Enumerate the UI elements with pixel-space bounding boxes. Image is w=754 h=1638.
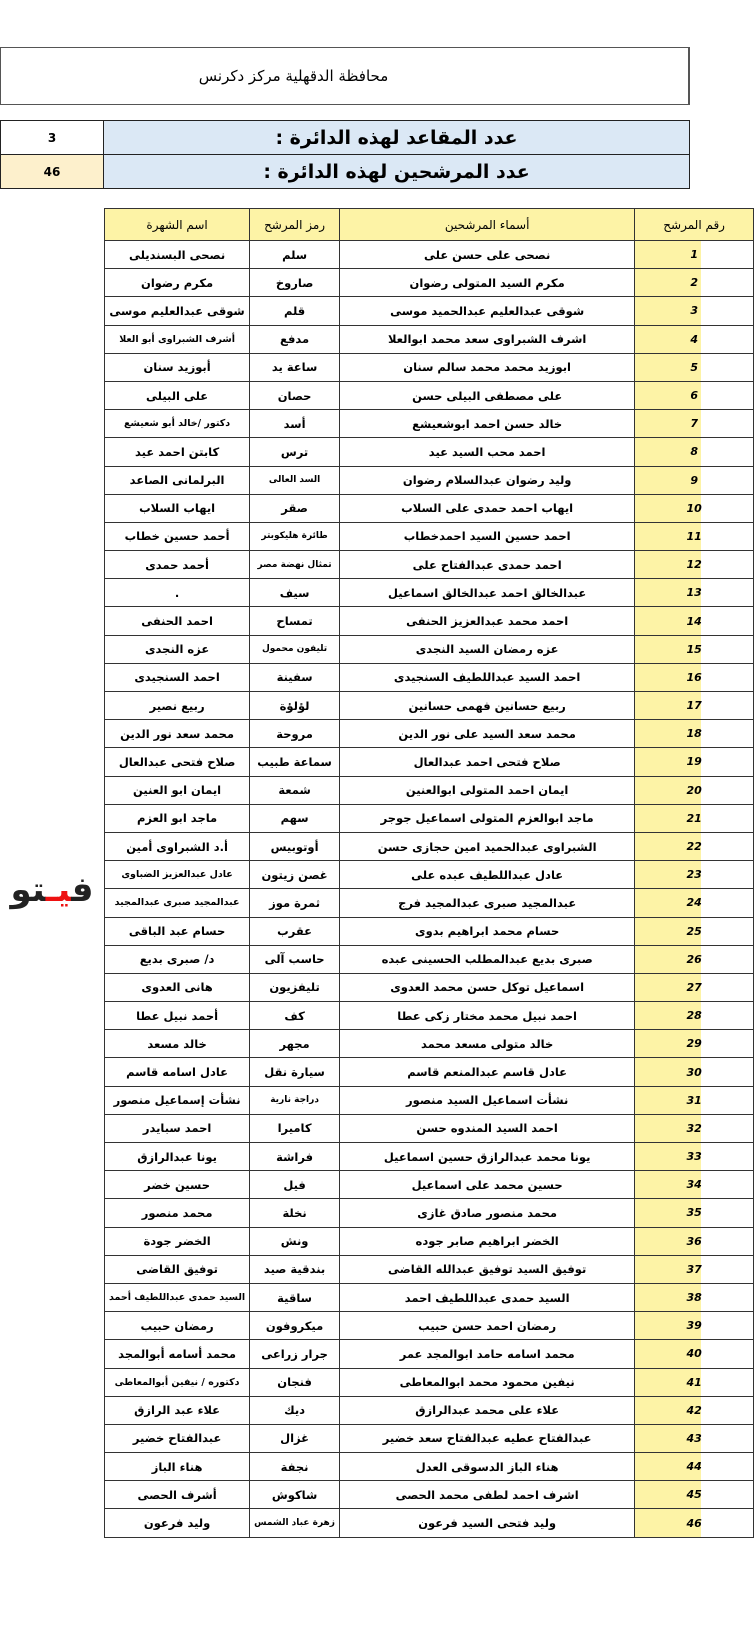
table-row xyxy=(105,410,754,438)
table-row xyxy=(105,832,754,860)
candidates-count-value: 46 xyxy=(1,155,104,188)
candidate-number: 28 xyxy=(635,1002,754,1030)
candidate-nickname: الخضر جودة xyxy=(105,1227,250,1255)
candidate-symbol: مجهر xyxy=(250,1030,340,1058)
candidate-number: 12 xyxy=(635,551,754,579)
candidate-symbol: نخلة xyxy=(250,1199,340,1227)
header-num: رقم المرشح xyxy=(635,209,754,241)
candidate-name: علاء على محمد عبدالرازق xyxy=(339,1396,634,1424)
candidate-name: حسين محمد على اسماعيل xyxy=(339,1171,634,1199)
candidate-nickname: نصحى البسنديلى xyxy=(105,241,250,269)
candidate-symbol: فنجان xyxy=(250,1368,340,1396)
candidate-nickname: عزه النجدى xyxy=(105,635,250,663)
candidate-number: 11 xyxy=(635,522,754,550)
seats-value: 3 xyxy=(1,121,104,154)
candidate-symbol: ساقية xyxy=(250,1283,340,1311)
candidate-number: 30 xyxy=(635,1058,754,1086)
table-row xyxy=(105,1086,754,1114)
candidate-symbol: ونش xyxy=(250,1227,340,1255)
candidate-name: احمد محمد عبدالعزيز الحنفى xyxy=(339,607,634,635)
candidate-nickname: مكرم رضوان xyxy=(105,269,250,297)
candidate-number: 15 xyxy=(635,635,754,663)
table-row xyxy=(105,241,754,269)
table-row xyxy=(105,381,754,409)
candidate-name: احمد حمدى عبدالفتاح على xyxy=(339,551,634,579)
table-row xyxy=(105,1396,754,1424)
candidate-nickname: عادل عبدالعزيز الضباوى xyxy=(105,861,250,889)
candidate-nickname: د/ صبرى بديع xyxy=(105,945,250,973)
table-row xyxy=(105,861,754,889)
candidate-number: 46 xyxy=(635,1509,754,1537)
table-row xyxy=(105,1340,754,1368)
table-row xyxy=(105,945,754,973)
candidate-nickname: احمد السنجيدى xyxy=(105,663,250,691)
candidate-number: 26 xyxy=(635,945,754,973)
candidate-nickname: شوقى عبدالعليم موسى xyxy=(105,297,250,325)
table-row xyxy=(105,917,754,945)
candidate-nickname: محمد منصور xyxy=(105,1199,250,1227)
candidate-number: 14 xyxy=(635,607,754,635)
candidate-nickname: خالد مسعد xyxy=(105,1030,250,1058)
candidate-symbol: صقر xyxy=(250,494,340,522)
candidate-nickname: ايهاب السلاب xyxy=(105,494,250,522)
candidate-name: مكرم السيد المتولى رضوان xyxy=(339,269,634,297)
table-row xyxy=(105,551,754,579)
candidate-nickname: دكتور /خالد أبو شعيشع xyxy=(105,410,250,438)
candidate-symbol: سفينة xyxy=(250,663,340,691)
header-name: أسماء المرشحين xyxy=(339,209,634,241)
candidate-symbol: مدفع xyxy=(250,325,340,353)
table-row xyxy=(105,353,754,381)
seats-row xyxy=(0,120,690,155)
table-row xyxy=(105,1143,754,1171)
candidate-nickname: ايمان ابو العنين xyxy=(105,776,250,804)
candidate-nickname: أحمد حسين خطاب xyxy=(105,522,250,550)
candidate-symbol: أوتوبيس xyxy=(250,832,340,860)
candidate-nickname: كابتن احمد عيد xyxy=(105,438,250,466)
candidate-name: نيفين محمود محمد ابوالمعاطى xyxy=(339,1368,634,1396)
candidate-symbol: قلم xyxy=(250,297,340,325)
table-row xyxy=(105,1453,754,1481)
candidate-nickname: أشرف الحصى xyxy=(105,1481,250,1509)
watermark-logo: فيـتو xyxy=(10,870,94,910)
candidate-name: ابوزيد محمد محمد سالم سنان xyxy=(339,353,634,381)
candidate-number: 5 xyxy=(635,353,754,381)
candidate-nickname: علاء عبد الرازق xyxy=(105,1396,250,1424)
candidate-nickname: محمد أسامه أبوالمجد xyxy=(105,1340,250,1368)
candidate-number: 13 xyxy=(635,579,754,607)
candidate-number: 10 xyxy=(635,494,754,522)
candidate-number: 38 xyxy=(635,1283,754,1311)
candidate-name: محمد سعد السيد على نور الدين xyxy=(339,720,634,748)
candidate-number: 20 xyxy=(635,776,754,804)
candidate-name: شوقى عبدالعليم عبدالحميد موسى xyxy=(339,297,634,325)
table-row xyxy=(105,1199,754,1227)
candidate-name: احمد حسين السيد احمدخطاب xyxy=(339,522,634,550)
candidate-symbol: شاكوش xyxy=(250,1481,340,1509)
candidate-number: 45 xyxy=(635,1481,754,1509)
candidate-nickname: ربيع نصير xyxy=(105,692,250,720)
candidate-nickname: دكتوره / نيفين أبوالمعاطى xyxy=(105,1368,250,1396)
candidate-nickname: رمضان حبيب xyxy=(105,1312,250,1340)
seats-label: عدد المقاعد لهذه الدائرة : xyxy=(104,121,689,154)
candidate-number: 31 xyxy=(635,1086,754,1114)
table-row xyxy=(105,720,754,748)
table-row xyxy=(105,663,754,691)
candidate-name: نشأت اسماعيل السيد منصور xyxy=(339,1086,634,1114)
candidate-name: اسماعيل توكل حسن محمد العدوى xyxy=(339,973,634,1001)
candidate-name: عبدالخالق احمد عبدالخالق اسماعيل xyxy=(339,579,634,607)
candidate-symbol: ثمرة موز xyxy=(250,889,340,917)
candidate-name: عزه رمضان السيد النجدى xyxy=(339,635,634,663)
candidate-number: 9 xyxy=(635,466,754,494)
candidate-nickname: حسام عبد الباقى xyxy=(105,917,250,945)
candidate-nickname: . xyxy=(105,579,250,607)
table-row xyxy=(105,1481,754,1509)
candidate-name: رمضان احمد حسن حبيب xyxy=(339,1312,634,1340)
header-empty-cell xyxy=(586,48,689,104)
candidate-number: 33 xyxy=(635,1143,754,1171)
candidate-number: 43 xyxy=(635,1424,754,1452)
candidate-name: توفيق السيد توفيق عبدالله القاضى xyxy=(339,1255,634,1283)
table-row xyxy=(105,889,754,917)
candidates-count-label: عدد المرشحين لهذه الدائرة : xyxy=(104,155,689,188)
candidate-name: ايمان احمد المتولى ابوالعنين xyxy=(339,776,634,804)
candidate-name: عادل قاسم عبدالمنعم قاسم xyxy=(339,1058,634,1086)
candidates-count-row xyxy=(0,154,690,189)
table-row xyxy=(105,1255,754,1283)
candidate-number: 22 xyxy=(635,832,754,860)
candidates-table xyxy=(104,208,754,1538)
page-title: محافظة الدقهلية مركز دكرنس xyxy=(198,67,389,85)
candidate-number: 29 xyxy=(635,1030,754,1058)
table-row xyxy=(105,522,754,550)
candidate-symbol: حاسب آلى xyxy=(250,945,340,973)
candidate-symbol: تمثال نهضة مصر xyxy=(250,551,340,579)
candidate-nickname: على البيلى xyxy=(105,381,250,409)
candidate-symbol: عقرب xyxy=(250,917,340,945)
header-nickname: اسم الشهرة xyxy=(105,209,250,241)
candidate-name: خالد متولى مسعد محمد xyxy=(339,1030,634,1058)
table-row xyxy=(105,1058,754,1086)
candidate-symbol: طائرة هليكوبتر xyxy=(250,522,340,550)
candidate-number: 8 xyxy=(635,438,754,466)
candidate-name: ماجد ابوالعزم المتولى اسماعيل جوجر xyxy=(339,804,634,832)
candidate-name: محمد اسامه حامد ابوالمجد عمر xyxy=(339,1340,634,1368)
candidate-symbol: ميكروفون xyxy=(250,1312,340,1340)
candidate-number: 39 xyxy=(635,1312,754,1340)
candidate-number: 3 xyxy=(635,297,754,325)
candidate-number: 40 xyxy=(635,1340,754,1368)
candidate-number: 19 xyxy=(635,748,754,776)
candidate-symbol: السد العالى xyxy=(250,466,340,494)
candidate-symbol: مروحة xyxy=(250,720,340,748)
candidate-nickname: احمد الحنفى xyxy=(105,607,250,635)
table-row xyxy=(105,748,754,776)
header-symbol: رمز المرشح xyxy=(250,209,340,241)
candidate-number: 37 xyxy=(635,1255,754,1283)
table-row xyxy=(105,607,754,635)
candidate-number: 35 xyxy=(635,1199,754,1227)
candidate-symbol: تليفون محمول xyxy=(250,635,340,663)
candidate-nickname: أبوزيد سنان xyxy=(105,353,250,381)
candidate-symbol: فيل xyxy=(250,1171,340,1199)
candidate-name: اشرف الشبراوى سعد محمد ابوالعلا xyxy=(339,325,634,353)
candidate-name: احمد محب السيد عيد xyxy=(339,438,634,466)
table-row xyxy=(105,1171,754,1199)
candidate-nickname: صلاح فتحى عبدالعال xyxy=(105,748,250,776)
candidate-symbol: سماعة طبيب xyxy=(250,748,340,776)
candidate-name: نصحى على حسن على xyxy=(339,241,634,269)
table-row xyxy=(105,1368,754,1396)
candidate-nickname: أحمد حمدى xyxy=(105,551,250,579)
candidate-nickname: توفيق القاضى xyxy=(105,1255,250,1283)
table-row xyxy=(105,1114,754,1142)
candidate-number: 4 xyxy=(635,325,754,353)
table-row xyxy=(105,1283,754,1311)
candidate-name: خالد حسن احمد ابوشعيشع xyxy=(339,410,634,438)
candidate-symbol: ديك xyxy=(250,1396,340,1424)
candidate-name: عبدالمجيد صبرى عبدالمجيد فرج xyxy=(339,889,634,917)
candidate-number: 18 xyxy=(635,720,754,748)
candidate-nickname: محمد سعد نور الدين xyxy=(105,720,250,748)
candidate-name: وليد فتحى السيد فرعون xyxy=(339,1509,634,1537)
candidate-name: على مصطفى البيلى حسن xyxy=(339,381,634,409)
candidate-symbol: شمعة xyxy=(250,776,340,804)
candidate-name: احمد السيد عبداللطيف السنجيدى xyxy=(339,663,634,691)
candidate-number: 27 xyxy=(635,973,754,1001)
candidate-name: الشبراوى عبدالحميد امين حجازى حسن xyxy=(339,832,634,860)
candidate-symbol: فراشة xyxy=(250,1143,340,1171)
candidate-symbol: تمساح xyxy=(250,607,340,635)
candidate-number: 41 xyxy=(635,1368,754,1396)
table-row xyxy=(105,804,754,832)
table-row xyxy=(105,438,754,466)
candidate-nickname: عبدالفتاح خضير xyxy=(105,1424,250,1452)
candidate-name: ربيع حسانين فهمى حسانين xyxy=(339,692,634,720)
candidate-name: محمد منصور صادق غازى xyxy=(339,1199,634,1227)
candidate-symbol: ساعة يد xyxy=(250,353,340,381)
candidate-nickname: احمد سبايدر xyxy=(105,1114,250,1142)
candidate-nickname: أحمد نبيل عطا xyxy=(105,1002,250,1030)
candidate-nickname: أ.د الشبراوى أمين xyxy=(105,832,250,860)
candidate-name: يونا محمد عبدالرازق حسين اسماعيل xyxy=(339,1143,634,1171)
candidate-nickname: البرلمانى الصاعد xyxy=(105,466,250,494)
candidate-number: 6 xyxy=(635,381,754,409)
table-row xyxy=(105,494,754,522)
candidate-nickname: حسين خضر xyxy=(105,1171,250,1199)
candidate-name: صبرى بديع عبدالمطلب الحسينى عبده xyxy=(339,945,634,973)
candidate-number: 42 xyxy=(635,1396,754,1424)
candidate-nickname: عادل اسامه قاسم xyxy=(105,1058,250,1086)
candidate-number: 25 xyxy=(635,917,754,945)
table-header xyxy=(105,209,754,241)
candidate-nickname: هناء الباز xyxy=(105,1453,250,1481)
candidate-name: السيد حمدى عبداللطيف احمد xyxy=(339,1283,634,1311)
candidate-number: 34 xyxy=(635,1171,754,1199)
candidate-number: 2 xyxy=(635,269,754,297)
candidate-number: 7 xyxy=(635,410,754,438)
candidate-number: 1 xyxy=(635,241,754,269)
candidate-name: هناء الباز الدسوقى العدل xyxy=(339,1453,634,1481)
candidate-name: عبدالفتاح عطيه عبدالفتاح سعد خضير xyxy=(339,1424,634,1452)
table-row xyxy=(105,776,754,804)
candidate-nickname: أشرف الشبراوى أبو العلا xyxy=(105,325,250,353)
candidate-nickname: السيد حمدى عبداللطيف أحمد xyxy=(105,1283,250,1311)
candidate-symbol: سيارة نقل xyxy=(250,1058,340,1086)
candidate-number: 44 xyxy=(635,1453,754,1481)
table-row xyxy=(105,1030,754,1058)
candidate-nickname: يونا عبدالرازق xyxy=(105,1143,250,1171)
table-row xyxy=(105,973,754,1001)
candidate-symbol: حصان xyxy=(250,381,340,409)
candidate-nickname: هانى العدوى xyxy=(105,973,250,1001)
candidate-symbol: كاميرا xyxy=(250,1114,340,1142)
candidate-name: اشرف احمد لطفى محمد الحصى xyxy=(339,1481,634,1509)
candidate-name: صلاح فتحى احمد عبدالعال xyxy=(339,748,634,776)
candidate-number: 21 xyxy=(635,804,754,832)
table-row xyxy=(105,466,754,494)
candidate-symbol: نجفة xyxy=(250,1453,340,1481)
candidate-symbol: تليفزيون xyxy=(250,973,340,1001)
table-row xyxy=(105,1424,754,1452)
candidate-name: ايهاب احمد حمدى على السلاب xyxy=(339,494,634,522)
candidate-symbol: سيف xyxy=(250,579,340,607)
candidate-nickname: وليد فرعون xyxy=(105,1509,250,1537)
table-row xyxy=(105,1227,754,1255)
candidate-symbol: صاروخ xyxy=(250,269,340,297)
candidate-number: 24 xyxy=(635,889,754,917)
table-row xyxy=(105,269,754,297)
candidate-nickname: عبدالمجيد صبرى عبدالمجيد xyxy=(105,889,250,917)
candidate-number: 36 xyxy=(635,1227,754,1255)
table-row xyxy=(105,635,754,663)
candidate-symbol: بندقية صيد xyxy=(250,1255,340,1283)
candidate-symbol: سهم xyxy=(250,804,340,832)
candidate-symbol: غزال xyxy=(250,1424,340,1452)
table-row xyxy=(105,1312,754,1340)
candidate-symbol: لؤلؤة xyxy=(250,692,340,720)
candidate-symbol: أسد xyxy=(250,410,340,438)
candidate-symbol: دراجة نارية xyxy=(250,1086,340,1114)
candidate-name: حسام محمد ابراهيم بدوى xyxy=(339,917,634,945)
candidate-symbol: سلم xyxy=(250,241,340,269)
table-row xyxy=(105,1509,754,1537)
candidate-name: عادل عبداللطيف عبده على xyxy=(339,861,634,889)
table-row xyxy=(105,579,754,607)
candidate-name: الخضر ابراهيم صابر جوده xyxy=(339,1227,634,1255)
candidate-symbol: جرار زراعى xyxy=(250,1340,340,1368)
candidate-symbol: ترس xyxy=(250,438,340,466)
candidate-symbol: زهرة عباد الشمس xyxy=(250,1509,340,1537)
candidate-name: احمد نبيل محمد مختار زكى عطا xyxy=(339,1002,634,1030)
candidate-symbol: كف xyxy=(250,1002,340,1030)
candidate-number: 23 xyxy=(635,861,754,889)
candidate-nickname: نشأت إسماعيل منصور xyxy=(105,1086,250,1114)
table-row xyxy=(105,325,754,353)
table-row xyxy=(105,1002,754,1030)
table-row xyxy=(105,692,754,720)
table-row xyxy=(105,297,754,325)
candidate-number: 16 xyxy=(635,663,754,691)
candidate-nickname: ماجد ابو العزم xyxy=(105,804,250,832)
candidate-number: 17 xyxy=(635,692,754,720)
candidate-name: وليد رضوان عبدالسلام رضوان xyxy=(339,466,634,494)
candidate-symbol: غصن زيتون xyxy=(250,861,340,889)
header-box xyxy=(0,47,690,105)
candidate-name: احمد السيد المندوه حسن xyxy=(339,1114,634,1142)
candidate-number: 32 xyxy=(635,1114,754,1142)
